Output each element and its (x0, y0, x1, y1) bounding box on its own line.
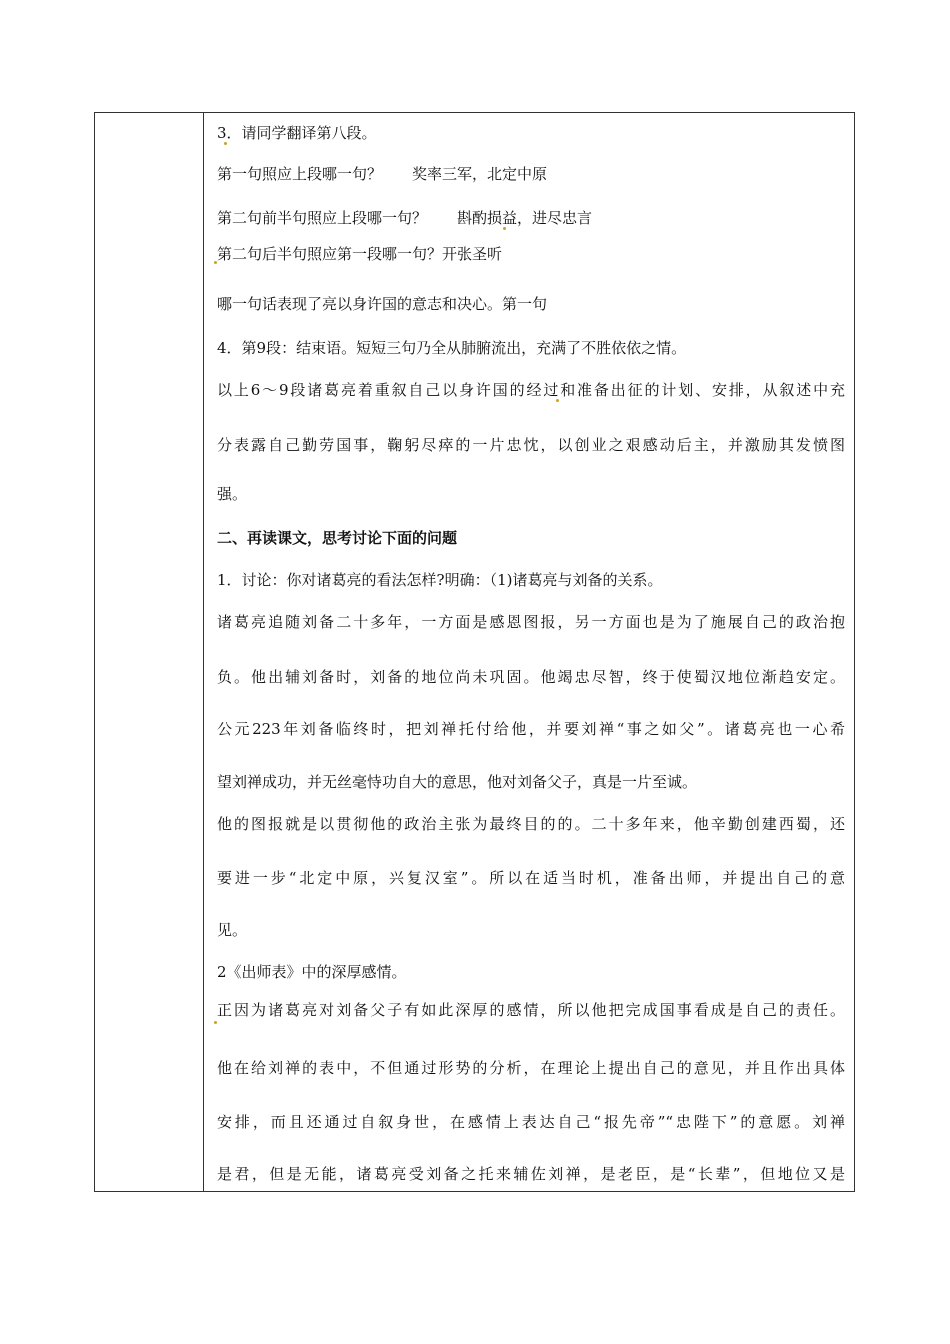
text-line: 他在给刘禅的表中，不但通过形势的分析，在理论上提出自己的意见，并且作出具体 (217, 1059, 845, 1077)
text-line: 1．讨论：你对诸葛亮的看法怎样?明确：（1)诸葛亮与刘备的关系。 (217, 571, 663, 589)
text-line: 强。 (217, 485, 248, 503)
text-line: 负。他出辅刘备时，刘备的地位尚未巩固。他竭忠尽智，终于使蜀汉地位渐趋安定。 (217, 668, 845, 686)
text-line: 第一句照应上段哪一句？ 奖率三军，北定中原 (217, 165, 548, 183)
yellow-dot-mark (556, 399, 559, 402)
text-line: 他的图报就是以贯彻他的政治主张为最终目的的。二十多年来，他辛勤创建西蜀，还 (217, 815, 845, 833)
section-heading: 二、再读课文，思考讨论下面的问题 (217, 529, 458, 547)
text-line: 正因为诸葛亮对刘备父子有如此深厚的感情，所以他把完成国事看成是自己的责任。 (217, 1001, 845, 1019)
text-line: 安排，而且还通过自叙身世，在感情上表达自己“报先帝”“忠陛下”的意愿。刘禅 (217, 1113, 845, 1131)
text-line: 分表露自己勤劳国事，鞠躬尽瘁的一片忠忱，以创业之艰感动后主，并激励其发愤图 (217, 436, 845, 454)
text-line: 4．第9段：结束语。短短三句乃全从肺腑流出，充满了不胜依依之情。 (217, 339, 687, 357)
text-line: 以上6～9段诸葛亮着重叙自己以身许国的经过和准备出征的计划、安排，从叙述中充 (217, 381, 845, 399)
text-line: 第二句前半句照应上段哪一句？ 斟酌损益，进尽忠言 (217, 209, 593, 227)
yellow-dot-mark (214, 1021, 217, 1024)
text-line: 哪一句话表现了亮以身许国的意志和决心。第一句 (217, 295, 548, 313)
text-line: 是君，但是无能，诸葛亮受刘备之托来辅佐刘禅，是老臣，是“长辈”，但地位又是 (217, 1165, 845, 1183)
column-divider (203, 113, 204, 1191)
yellow-dot-mark (224, 142, 227, 145)
text-line: 公元223年刘备临终时，把刘禅托付给他，并要刘禅“事之如父”。诸葛亮也一心希 (217, 720, 845, 738)
text-line: 第二句后半句照应第一段哪一句？开张圣听 (217, 245, 503, 263)
text-line: 见。 (217, 921, 248, 939)
text-line: 望刘禅成功，并无丝毫恃功自大的意思，他对刘备父子，真是一片至诚。 (217, 773, 698, 791)
text-line: 3．请同学翻译第八段。 (217, 124, 377, 142)
text-line: 要进一步“北定中原，兴复汉室”。所以在适当时机，准备出师，并提出自己的意 (217, 869, 845, 887)
yellow-dot-mark (503, 227, 506, 230)
text-line: 诸葛亮追随刘备二十多年，一方面是感恩图报，另一方面也是为了施展自己的政治抱 (217, 613, 845, 631)
text-line: 2《出师表》中的深厚感情。 (217, 963, 407, 981)
yellow-dot-mark (214, 261, 217, 264)
content-table (94, 112, 855, 1192)
